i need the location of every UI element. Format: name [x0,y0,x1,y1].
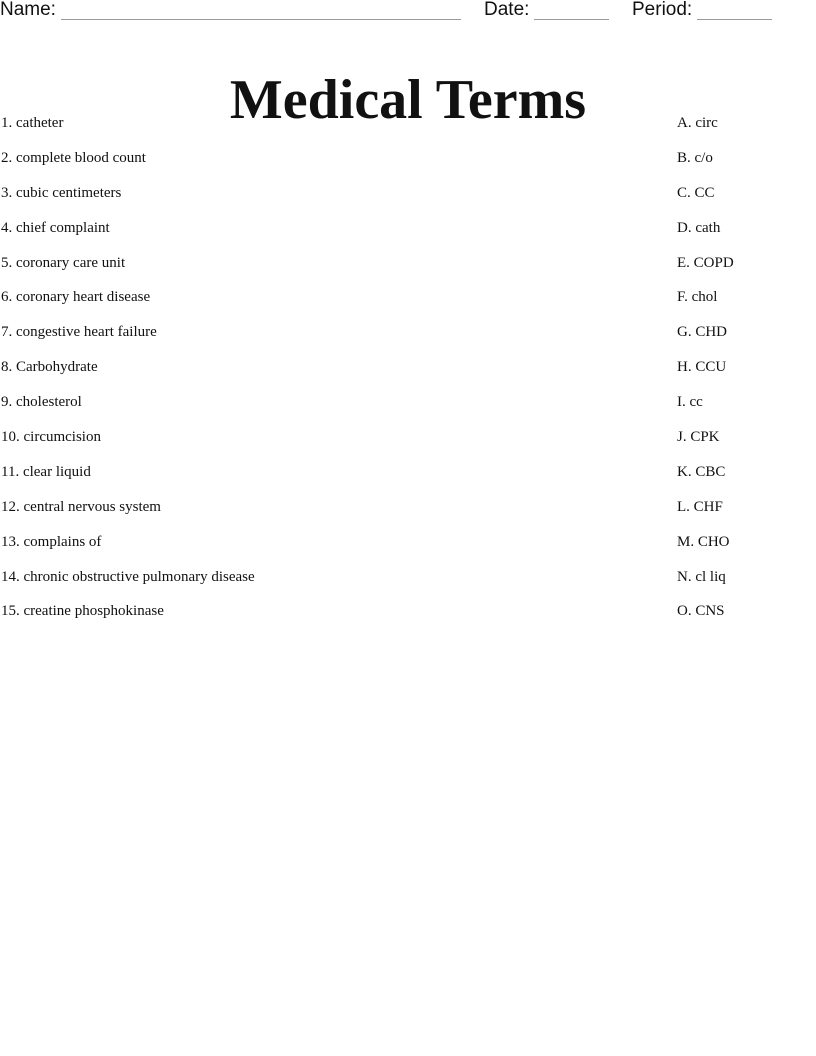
answer-item: O. CNS [677,603,725,620]
term-item: 13. complains of [1,533,102,550]
answer-item: E. COPD [677,254,734,271]
answer-item: H. CCU [677,359,727,376]
term-item: 8. Carbohydrate [1,359,98,376]
period-field[interactable] [632,0,772,20]
answer-item: I. cc [677,394,703,411]
term-item: 6. coronary heart disease [1,289,151,306]
term-item: 12. central nervous system [1,498,161,515]
term-item: 7. congestive heart failure [1,324,157,341]
worksheet-header [0,0,816,22]
term-item: 15. creatine phosphokinase [1,603,164,620]
term-item: 2. complete blood count [1,149,146,166]
answer-item: L. CHF [677,498,723,515]
answers-list [677,112,807,635]
answer-item: B. c/o [677,149,713,166]
answer-item: K. CBC [677,463,726,480]
name-label: Name: [0,0,56,20]
term-item: 11. clear liquid [1,463,91,480]
answer-item: A. circ [677,115,718,131]
term-item: 1. catheter [1,115,64,131]
answer-item: N. cl liq [677,568,726,585]
period-blank-line[interactable] [697,2,772,20]
period-label: Period: [632,0,693,20]
term-item: 14. chronic obstructive pulmonary disease [1,568,255,585]
date-blank-line[interactable] [534,2,609,20]
answer-item: M. CHO [677,533,730,550]
term-item: 9. cholesterol [1,394,82,411]
term-item: 3. cubic centimeters [1,184,122,201]
term-item: 10. circumcision [1,429,101,446]
answer-item: C. CC [677,184,715,201]
answer-item: G. CHD [677,324,728,341]
answer-item: J. CPK [677,429,720,446]
name-field[interactable] [0,0,461,20]
term-item: 4. chief complaint [1,219,110,236]
date-field[interactable] [484,0,609,20]
date-label: Date: [484,0,530,20]
terms-list [1,112,401,635]
page-title: Medical Terms [229,68,587,131]
name-blank-line[interactable] [61,2,461,20]
term-item: 5. coronary care unit [1,254,126,271]
answer-item: D. cath [677,219,721,236]
answer-item: F. chol [677,289,718,306]
